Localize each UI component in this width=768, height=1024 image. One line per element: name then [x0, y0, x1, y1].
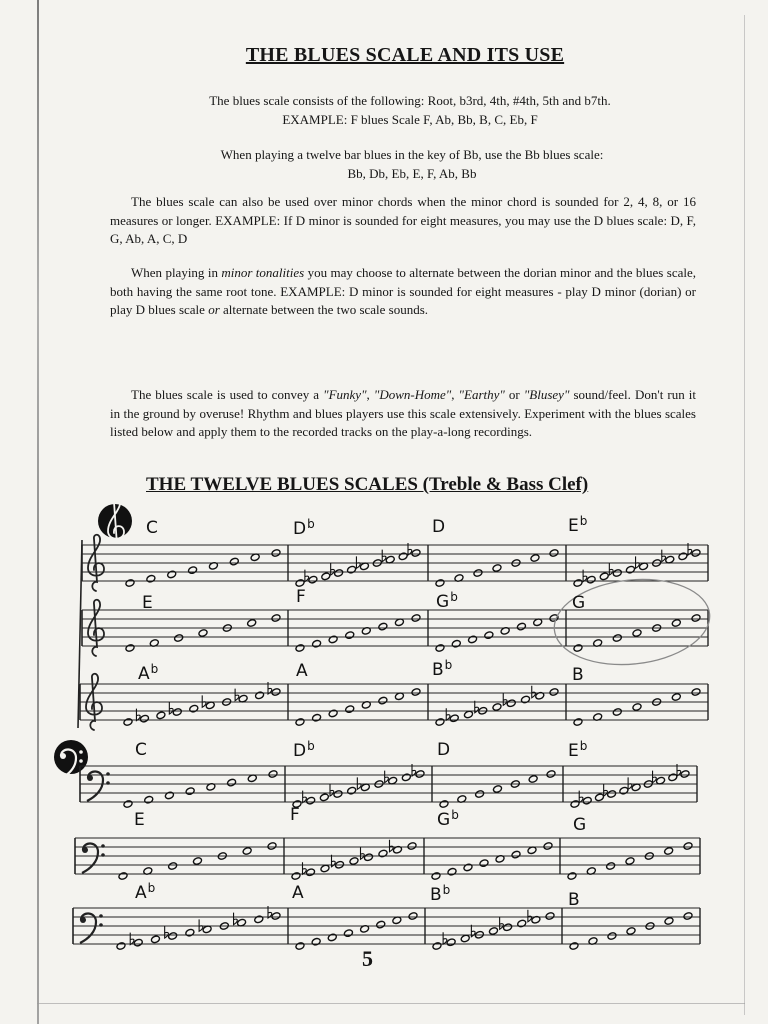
note-head — [123, 718, 133, 727]
scale-root-note: E — [134, 810, 145, 830]
treble-scale-label — [142, 594, 153, 612]
note-head — [242, 847, 252, 856]
section-title: THE TWELVE BLUES SCALES (Treble & Bass Clef) — [146, 474, 589, 495]
flat-accidental: b — [307, 739, 315, 753]
note-head — [530, 554, 540, 563]
scale-root-note: E — [142, 593, 153, 613]
note-head — [271, 614, 281, 623]
scale-example-line: EXAMPLE: F blues Scale F, Ab, Bb, B, C, Eb, F — [282, 111, 538, 127]
note-head — [479, 859, 489, 868]
note-head — [431, 872, 441, 881]
note-head — [347, 565, 357, 574]
note-head — [545, 912, 555, 921]
flat-sign — [199, 919, 203, 931]
note-head — [401, 773, 411, 782]
note-head — [549, 688, 559, 697]
note-head — [345, 631, 355, 640]
note-head — [683, 912, 693, 921]
note-head — [449, 714, 459, 723]
scale-root-note: G — [437, 810, 451, 830]
note-head — [632, 629, 642, 638]
note-head — [680, 770, 690, 779]
bass-clef-icon — [87, 771, 110, 801]
text-run-italic: "Funky" — [323, 387, 367, 402]
note-head — [594, 793, 604, 802]
note-head — [528, 775, 538, 784]
note-head — [543, 842, 553, 851]
note-head — [664, 917, 674, 926]
flat-sign — [357, 777, 361, 789]
page-title: THE BLUES SCALE AND ITS USE — [245, 44, 565, 66]
note-head — [192, 857, 202, 866]
flat-sign — [234, 913, 238, 925]
flat-sign — [330, 784, 334, 796]
note-head — [612, 634, 622, 643]
scale-root-note: C — [135, 740, 147, 760]
flat-sign — [609, 563, 613, 575]
scale-root-note: B — [430, 885, 442, 905]
text-run: , — [366, 387, 374, 402]
note-head — [328, 635, 338, 644]
flat-accidental: b — [579, 739, 588, 753]
flat-sign — [235, 689, 239, 701]
note-head — [668, 773, 678, 782]
flat-accidental: b — [307, 517, 315, 531]
note-head — [435, 579, 445, 588]
note-head — [619, 786, 629, 795]
note-head — [607, 790, 617, 799]
bass-scale-label — [437, 741, 450, 759]
bb-blues-notes-line: Bb, Db, Eb, E, F, Ab, Bb — [347, 165, 477, 181]
bass-scale-label — [573, 816, 586, 834]
note-head — [671, 619, 681, 628]
note-head — [625, 565, 635, 574]
bass-scale-label — [430, 881, 450, 904]
note-head — [185, 787, 195, 796]
note-head — [118, 872, 128, 881]
note-head — [168, 862, 178, 871]
scale-root-note: A — [135, 883, 147, 903]
flat-sign — [361, 847, 365, 859]
note-head — [156, 711, 166, 720]
note-head — [349, 857, 359, 866]
note-head — [345, 705, 355, 714]
note-head — [492, 785, 502, 794]
note-head — [484, 631, 494, 640]
text-run: , — [451, 387, 459, 402]
note-head — [451, 639, 461, 648]
treble-scale-label — [432, 518, 445, 536]
note-head — [573, 718, 583, 727]
note-head — [321, 572, 331, 581]
note-head — [625, 857, 635, 866]
note-head — [503, 923, 513, 932]
note-head — [492, 564, 502, 573]
scale-root-note: D — [293, 519, 307, 539]
note-head — [475, 790, 485, 799]
scale-root-note: G — [572, 593, 586, 613]
flat-sign — [532, 686, 536, 698]
text-run: The blues scale is used to convey a — [131, 387, 324, 402]
note-head — [612, 708, 622, 717]
note-head — [291, 872, 301, 881]
scale-root-note: G — [436, 592, 450, 612]
flat-accidental: b — [450, 590, 458, 604]
bass-scale-label — [134, 811, 145, 829]
note-head — [435, 718, 445, 727]
note-head — [570, 800, 580, 809]
flat-sign — [385, 771, 389, 783]
scale-root-note: E — [568, 516, 579, 536]
text-run-italic: "Down-Home" — [373, 387, 452, 402]
note-head — [435, 644, 445, 653]
treble-scale-label — [293, 515, 315, 538]
note-head — [363, 853, 373, 862]
note-head — [167, 570, 177, 579]
note-head — [691, 688, 701, 697]
note-head — [411, 614, 421, 623]
flat-accidental: b — [451, 808, 459, 822]
flat-sign — [503, 693, 507, 705]
note-head — [463, 863, 473, 872]
note-head — [411, 688, 421, 697]
note-head — [446, 938, 456, 947]
note-head — [247, 619, 257, 628]
note-head — [415, 770, 425, 779]
bass-scale-label — [292, 884, 304, 902]
scale-root-note: A — [296, 661, 308, 681]
note-head — [671, 693, 681, 702]
text-run: you may choose to alternate between the dorian minor and the blues scale, both having the same root tone. EXAMPLE: D minor is sounded for eight measures - play D minor (dorian) or play D blues scale — [110, 265, 696, 317]
treble-scale-label — [146, 519, 158, 537]
bass-scale-label — [293, 737, 315, 760]
treble-scale-label — [432, 656, 452, 679]
flat-sign — [604, 784, 608, 796]
flat-sign — [390, 840, 394, 852]
note-head — [305, 868, 315, 877]
scale-root-note: F — [296, 587, 306, 607]
note-head — [626, 927, 636, 936]
minor-chords-paragraph: The blues scale can also be used over minor chords when the minor chord is sounded for 2, 4, 8, or 16 measures or longer. EXAMPLE: If D minor is sounded for eight measures, you may use the D blues scale: D, F, G, Ab, A, C, D — [110, 194, 696, 246]
text-run: When playing in — [131, 265, 222, 280]
flat-accidental: b — [442, 883, 451, 897]
note-head — [164, 791, 174, 800]
flat-sign — [443, 932, 447, 944]
note-head — [376, 920, 386, 929]
note-head — [511, 850, 521, 859]
note-head — [492, 703, 502, 712]
note-head — [516, 622, 526, 631]
scale-root-note: G — [573, 815, 587, 835]
flat-sign — [653, 771, 657, 783]
note-head — [378, 696, 388, 705]
note-head — [146, 574, 156, 583]
note-head — [606, 862, 616, 871]
scale-root-note: D — [437, 740, 451, 760]
scale-root-note: B — [568, 890, 580, 910]
note-head — [312, 713, 322, 722]
bass-scale-label — [437, 806, 459, 829]
note-head — [229, 557, 239, 566]
bass-scale-label — [135, 879, 155, 902]
bb-blues-line: When playing a twelve bar blues in the key of Bb, use the Bb blues scale: — [220, 147, 604, 162]
note-head — [447, 867, 457, 876]
flat-accidental: b — [579, 514, 588, 528]
treble-scale-label — [572, 666, 584, 684]
text-run-italic: or — [208, 302, 220, 317]
flat-sign — [528, 910, 532, 922]
treble-scale-label — [296, 588, 306, 606]
note-head — [123, 800, 133, 809]
note-head — [254, 915, 264, 924]
treble-scale-label — [436, 588, 458, 611]
note-head — [295, 718, 305, 727]
note-head — [398, 552, 408, 561]
flat-sign — [165, 926, 169, 938]
flat-accidental: b — [150, 662, 159, 676]
note-head — [308, 575, 318, 584]
flat-accidental: b — [444, 658, 453, 672]
note-head — [188, 566, 198, 575]
note-head — [573, 644, 583, 653]
note-head — [549, 549, 559, 558]
flat-sign — [446, 708, 450, 720]
note-head — [150, 935, 160, 944]
note-head — [432, 942, 442, 951]
note-head — [267, 842, 277, 851]
note-head — [189, 704, 199, 713]
note-head — [133, 938, 143, 947]
note-head — [198, 629, 208, 638]
text-run: alternate between the two scale sounds. — [219, 302, 429, 317]
bass-clef-icon — [80, 913, 103, 943]
note-head — [333, 790, 343, 799]
note-head — [255, 691, 265, 700]
scale-root-note: E — [568, 741, 579, 761]
note-head — [174, 634, 184, 643]
flat-sign — [303, 862, 307, 874]
page-number: 5 — [362, 946, 373, 971]
note-head — [411, 549, 421, 558]
note-head — [664, 847, 674, 856]
note-head — [691, 549, 701, 558]
note-head — [569, 942, 579, 951]
note-head — [488, 927, 498, 936]
bass-clef-icon — [54, 740, 88, 774]
note-head — [546, 770, 556, 779]
note-head — [347, 786, 357, 795]
text-run-italic: "Earthy" — [458, 387, 505, 402]
flat-sign — [202, 695, 206, 707]
note-head — [683, 842, 693, 851]
scale-root-note: A — [138, 664, 150, 684]
note-head — [168, 932, 178, 941]
note-head — [125, 579, 135, 588]
note-head — [327, 933, 337, 942]
text-run-italic: minor tonalities — [221, 265, 305, 280]
bass-scale-label — [568, 891, 580, 909]
text-run-italic: "Blusey" — [523, 387, 570, 402]
note-head — [312, 639, 322, 648]
hand-drawn-circle — [550, 572, 714, 672]
flat-sign — [331, 563, 335, 575]
note-head — [328, 709, 338, 718]
scale-root-note: B — [572, 665, 584, 685]
note-head — [573, 579, 583, 588]
note-head — [319, 793, 329, 802]
note-head — [468, 635, 478, 644]
flat-sign — [500, 917, 504, 929]
note-head — [172, 708, 182, 717]
treble-scale-label — [572, 594, 585, 612]
note-head — [582, 796, 592, 805]
note-head — [678, 552, 688, 561]
note-head — [271, 549, 281, 558]
note-head — [306, 796, 316, 805]
note-head — [144, 795, 154, 804]
treble-scale-label — [296, 662, 308, 680]
note-head — [139, 714, 149, 723]
bass-scale-label — [135, 741, 147, 759]
bass-scale-label — [568, 737, 587, 760]
note-head — [343, 929, 353, 938]
scale-root-note: C — [146, 518, 158, 538]
note-head — [691, 614, 701, 623]
treble-scale-label — [138, 660, 158, 683]
flat-accidental: b — [147, 881, 156, 895]
bass-scale-label — [290, 806, 300, 824]
note-head — [567, 872, 577, 881]
bass-clef-icon — [82, 843, 105, 873]
flat-sign — [628, 777, 632, 789]
note-head — [116, 942, 126, 951]
note-head — [408, 912, 418, 921]
note-head — [506, 699, 516, 708]
note-head — [295, 942, 305, 951]
note-head — [295, 644, 305, 653]
scale-root-note: D — [293, 741, 307, 761]
note-head — [599, 572, 609, 581]
note-head — [227, 778, 237, 787]
note-head — [607, 932, 617, 941]
note-head — [311, 937, 321, 946]
note-head — [268, 770, 278, 779]
note-head — [612, 569, 622, 578]
text-run: sound/feel. Don't run it in the ground by overuse! Rhythm and blues players use this scale extensively. Experiment with the blues scales listed below and apply them to the recorded tracks on the play-a-long recordings. — [110, 387, 697, 439]
note-head — [473, 569, 483, 578]
note-head — [632, 703, 642, 712]
treble-scale-label — [568, 512, 587, 535]
flat-sign — [636, 556, 640, 568]
note-head — [586, 575, 596, 584]
text-run: or — [504, 387, 524, 402]
note-head — [378, 622, 388, 631]
flat-sign — [169, 702, 173, 714]
note-head — [271, 912, 281, 921]
note-head — [125, 644, 135, 653]
flat-sign — [356, 556, 360, 568]
scale-definition-line: The blues scale consists of the following: Root, b3rd, 4th, #4th, 5th and b7th. — [209, 93, 611, 108]
note-head — [407, 842, 417, 851]
scale-root-note: B — [432, 660, 444, 680]
scale-root-note: A — [292, 883, 304, 903]
note-head — [334, 569, 344, 578]
flat-sign — [382, 550, 386, 562]
note-head — [185, 928, 195, 937]
note-head — [271, 688, 281, 697]
scale-root-note: D — [432, 517, 446, 537]
scale-root-note: F — [290, 805, 300, 825]
flat-sign — [662, 550, 666, 562]
